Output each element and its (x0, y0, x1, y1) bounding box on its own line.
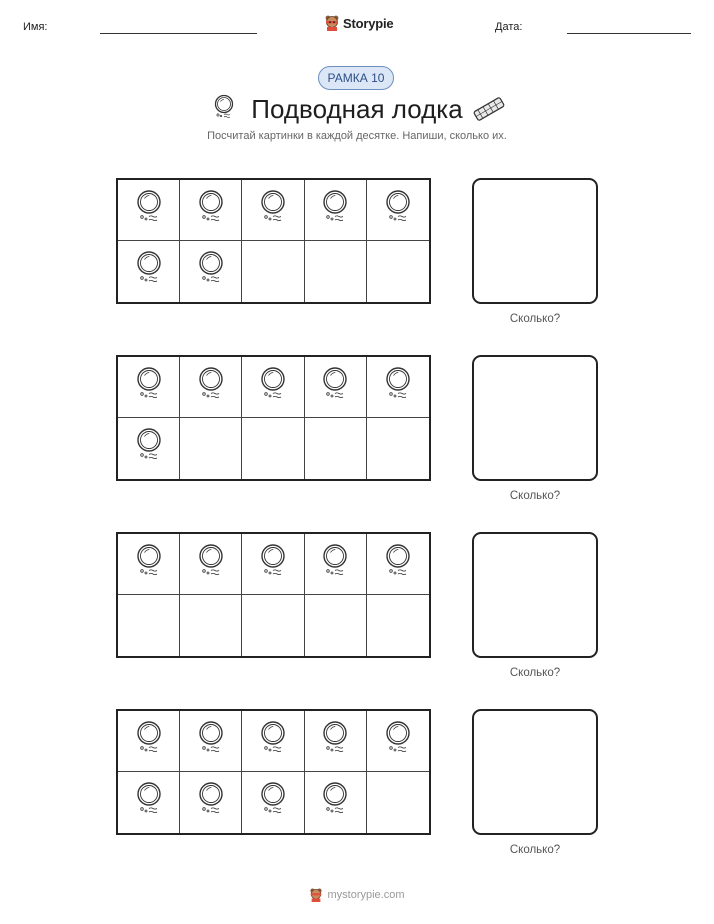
how-many-label-3: Сколько? (509, 667, 561, 679)
frame-cell (305, 180, 367, 241)
porthole-icon (134, 780, 164, 825)
answer-box-3[interactable] (472, 532, 598, 658)
ten-frame-1 (116, 178, 431, 304)
frame-cell (242, 180, 304, 241)
porthole-icon (320, 188, 350, 233)
porthole-icon (134, 542, 164, 587)
frame-cell (305, 418, 367, 479)
footer (0, 884, 714, 906)
frame-cell (242, 772, 304, 833)
brand-name: Storypie (343, 15, 394, 31)
porthole-icon (134, 188, 164, 233)
ten-frame-2 (116, 355, 431, 481)
porthole-icon (320, 542, 350, 587)
name-write-line[interactable] (100, 33, 257, 34)
frame-cell (180, 772, 242, 833)
frame-cell (118, 772, 180, 833)
frame-cell (180, 595, 242, 656)
porthole-icon (320, 365, 350, 410)
porthole-icon (258, 719, 288, 764)
frame-cell (367, 357, 429, 418)
frame-cell (367, 180, 429, 241)
storypie-bear-icon (324, 14, 340, 32)
frame-cell (367, 595, 429, 656)
porthole-icon (134, 719, 164, 764)
frame-cell (242, 534, 304, 595)
frame-cell (305, 534, 367, 595)
frame-cell (180, 534, 242, 595)
porthole-icon (196, 780, 226, 825)
ten-frame-4 (116, 709, 431, 835)
frame-cell (242, 418, 304, 479)
porthole-icon (196, 188, 226, 233)
answer-box-1[interactable] (472, 178, 598, 304)
frame-cell (180, 711, 242, 772)
frame-cell (118, 357, 180, 418)
frame-cell (180, 418, 242, 479)
frame-cell (367, 772, 429, 833)
porthole-icon (134, 365, 164, 410)
porthole-icon (383, 542, 413, 587)
page-title: Подводная лодка (251, 94, 463, 124)
frame-cell (305, 772, 367, 833)
porthole-icon (258, 188, 288, 233)
porthole-icon (196, 365, 226, 410)
how-many-label-1: Сколько? (509, 313, 561, 325)
frame-cell (242, 711, 304, 772)
frame-cell (305, 241, 367, 302)
frame-cell (118, 595, 180, 656)
name-label: Имя: (23, 21, 48, 33)
porthole-icon (258, 780, 288, 825)
frame-cell (367, 241, 429, 302)
storypie-bear-icon (309, 887, 323, 903)
title-row (0, 92, 714, 128)
frame-cell (118, 241, 180, 302)
frame-cell (305, 357, 367, 418)
date-write-line[interactable] (567, 33, 691, 34)
frame-cell (367, 711, 429, 772)
porthole-icon (320, 719, 350, 764)
frame-cell (367, 418, 429, 479)
frame-cell (242, 241, 304, 302)
porthole-icon (320, 780, 350, 825)
how-many-label-4: Сколько? (509, 844, 561, 856)
frame-cell (118, 418, 180, 479)
frame-cell (242, 595, 304, 656)
ten-frame-3 (116, 532, 431, 658)
frame-cell (180, 357, 242, 418)
porthole-icon (383, 365, 413, 410)
frame-cell (118, 180, 180, 241)
porthole-icon (383, 188, 413, 233)
porthole-icon (258, 365, 288, 410)
frame-cell (367, 534, 429, 595)
porthole-icon (258, 542, 288, 587)
frame-cell (305, 711, 367, 772)
instructions: Посчитай картинки в каждой десятке. Напиши, сколько их. (207, 130, 507, 142)
frame-badge: РАМКА 10 (318, 66, 394, 90)
how-many-label-2: Сколько? (509, 490, 561, 502)
porthole-icon (134, 249, 164, 294)
frame-cell (180, 180, 242, 241)
porthole-icon (383, 719, 413, 764)
frame-cell (242, 357, 304, 418)
footer-url: mystorypie.com (327, 889, 405, 901)
porthole-icon (196, 719, 226, 764)
answer-box-2[interactable] (472, 355, 598, 481)
answer-box-4[interactable] (472, 709, 598, 835)
submarine-icon (471, 94, 507, 129)
frame-cell (305, 595, 367, 656)
brand-logo (324, 12, 393, 34)
frame-cell (118, 711, 180, 772)
frame-cell (180, 241, 242, 302)
porthole-icon (134, 426, 164, 471)
date-label: Дата: (495, 21, 523, 33)
porthole-icon (196, 249, 226, 294)
porthole-icon (196, 542, 226, 587)
frame-cell (118, 534, 180, 595)
